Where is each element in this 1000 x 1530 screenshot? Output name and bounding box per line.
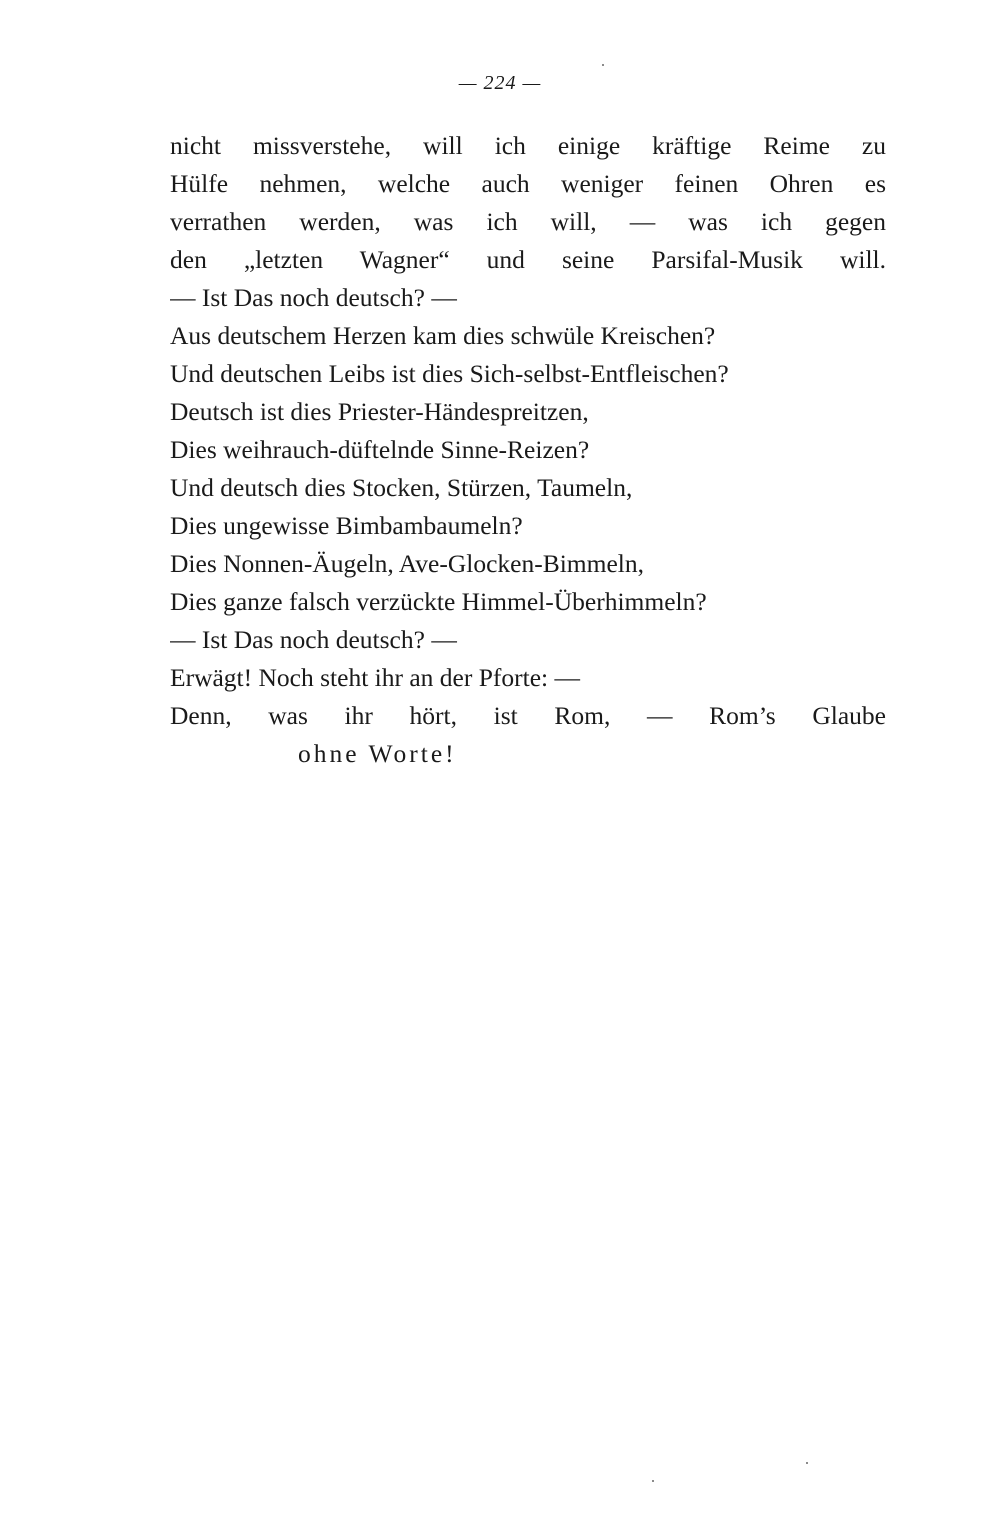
poem-line: Dies ungewisse Bimbambaumeln?	[170, 511, 523, 540]
poem-line: Aus deutschem Herzen kam dies schwüle Kreischen?	[170, 321, 716, 350]
poem-line: Erwägt! Noch steht ihr an der Pforte: —	[170, 663, 581, 692]
poem-line: Dies Nonnen-Äugeln, Ave-Glocken-Bimmeln,	[170, 549, 645, 578]
closing-line: Denn, was ihr hört, ist Rom, — Rom’s Glaube	[170, 701, 886, 730]
poem-line: Deutsch ist dies Priester-Händespreitzen,	[170, 397, 589, 426]
page-number: — 224 —	[458, 72, 542, 94]
closing-continuation: ohne Worte!	[298, 739, 457, 768]
paper-speck	[806, 1462, 808, 1464]
poem-line: — Ist Das noch deutsch? —	[170, 625, 457, 654]
text-block	[170, 127, 886, 773]
paper-speck	[602, 64, 604, 66]
prose-line: den „letzten Wagner“ und seine Parsifal-Musik will.	[170, 245, 886, 274]
prose-line: verrathen werden, was ich will, — was ich gegen	[170, 207, 886, 236]
prose-line: Hülfe nehmen, welche auch weniger feinen Ohren es	[170, 169, 886, 198]
poem-line: Und deutschen Leibs ist dies Sich-selbst-Entfleischen?	[170, 359, 729, 388]
prose-line: nicht missverstehe, will ich einige kräftige Reime zu	[170, 131, 886, 160]
poem-line: — Ist Das noch deutsch? —	[170, 283, 457, 312]
poem-line: Und deutsch dies Stocken, Stürzen, Taumeln,	[170, 473, 633, 502]
poem-line: Dies weihrauch-düftelnde Sinne-Reizen?	[170, 435, 590, 464]
poem-line: Dies ganze falsch verzückte Himmel-Überhimmeln?	[170, 587, 707, 616]
paper-speck	[652, 1480, 654, 1482]
